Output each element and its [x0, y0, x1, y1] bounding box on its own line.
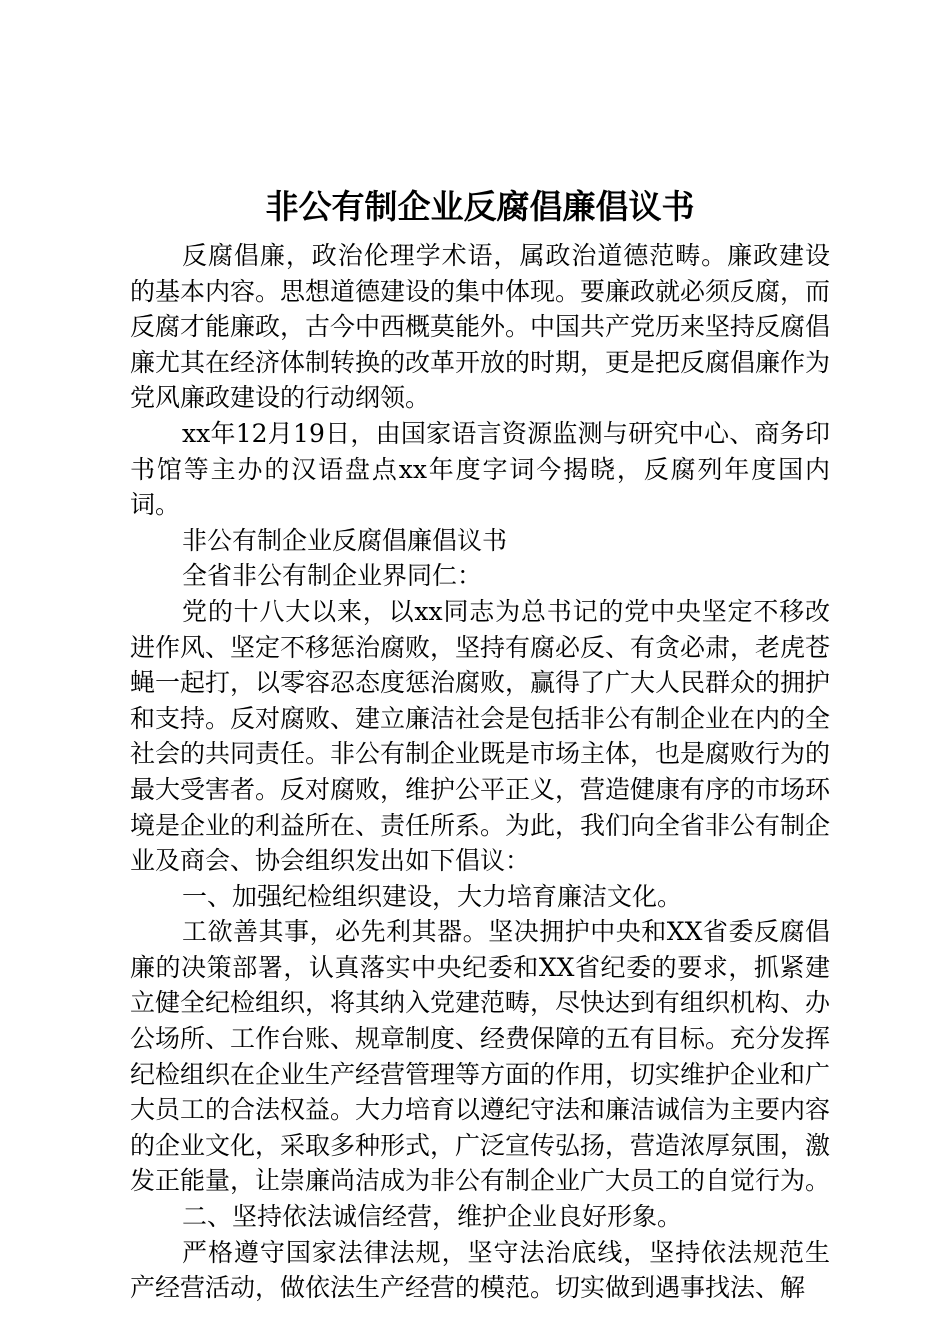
- paragraph-intro: 反腐倡廉，政治伦理学术语，属政治道德范畴。廉政建设的基本内容。思想道德建设的集中体现。要廉政就必须反腐，而反腐才能廉政，古今中西概莫能外。中国共产党历来坚持反腐倡廉尤其在经济体制转换的改革开放的时期，更是把反腐倡廉作为党风廉政建设的行动纲领。: [130, 241, 831, 413]
- paragraph-section-1: 工欲善其事，必先利其器。坚决拥护中央和XX省委反腐倡廉的决策部署，认真落实中央纪委和XX省纪委的要求，抓紧建立健全纪检组织，将其纳入党建范畴，尽快达到有组织机构、办公场所、工作台账、规章制度、经费保障的五有目标。充分发挥纪检组织在企业生产经营管理等方面的作用，切实维护企业和广大员工的合法权益。大力培育以遵纪守法和廉洁诚信为主要内容的企业文化，采取多种形式，广泛宣传弘扬，营造浓厚氛围，激发正能量，让崇廉尚洁成为非公有制企业广大员工的自觉行为。: [130, 917, 831, 1196]
- section-heading-2: 二、坚持依法诚信经营，维护企业良好形象。: [182, 1202, 683, 1232]
- paragraph-section-2: 严格遵守国家法律法规，坚守法治底线，坚持依法规范生产经营活动，做依法生产经营的模范。切实做到遇事找法、解: [130, 1237, 830, 1303]
- document-page: [130, 182, 830, 1306]
- paragraph-salutation: 全省非公有制企业界同仁：: [182, 561, 483, 591]
- section-heading-1: 一、加强纪检组织建设，大力培育廉洁文化。: [182, 881, 683, 911]
- paragraph-news: xx年12月19日，由国家语言资源监测与研究中心、商务印书馆等主办的汉语盘点xx年度字词今揭晓，反腐列年度国内词。: [130, 418, 830, 520]
- paragraph-background: 党的十八大以来，以xx同志为总书记的党中央坚定不移改进作风、坚定不移惩治腐败，坚持有腐必反、有贪必肃，老虎苍蝇一起打，以零容忍态度惩治腐败，赢得了广大人民群众的拥护和支持。反对腐败、建立廉洁社会是包括非公有制企业在内的全社会的共同责任。非公有制企业既是市场主体，也是腐败行为的最大受害者。反对腐败，维护公平正义，营造健康有序的市场环境是企业的利益所在、责任所系。为此，我们向全省非公有制企业及商会、协会组织发出如下倡议：: [130, 596, 831, 876]
- paragraph-subtitle: 非公有制企业反腐倡廉倡议书: [182, 525, 508, 555]
- document-title: 非公有制企业反腐倡廉倡议书: [265, 187, 695, 226]
